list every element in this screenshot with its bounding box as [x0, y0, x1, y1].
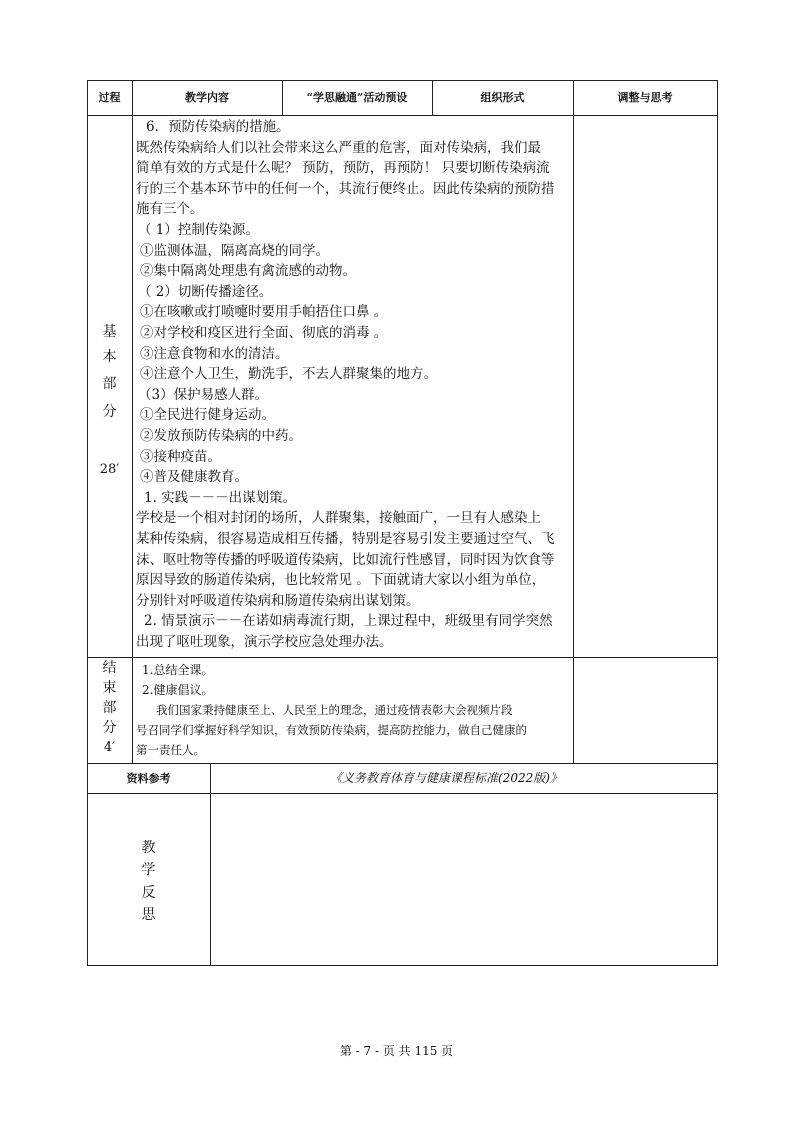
basic-divider: [87, 657, 718, 658]
basic-label-char: 部: [102, 376, 117, 392]
content-line: ③注意食物和水的清洁。: [140, 345, 289, 362]
conclusion-label-char: 结: [102, 660, 117, 676]
reflection-label-char: 反: [141, 885, 156, 901]
basic-duration: 28′: [99, 462, 120, 477]
reference-label: 资料参考: [126, 772, 171, 785]
teaching-reflection-field[interactable]: [211, 794, 717, 965]
conclusion-label-char: 分: [102, 720, 117, 736]
table-border-left: [87, 80, 88, 965]
content-line: 行的三个基本环节中的任何一个，其流行便终止。因此传染病的预防措: [136, 180, 555, 197]
header-content: 教学内容: [185, 91, 229, 104]
reflection-label-char: 思: [141, 907, 156, 923]
teaching-reflection-label: [87, 836, 210, 936]
content-line: ②对学校和疫区进行全面、彻底的消毒 。: [140, 325, 388, 341]
content-line: 某种传染病，很容易造成相互传播，特别是容易引发主要通过空气、飞: [136, 531, 555, 547]
content-line: 施有三个。: [136, 201, 204, 218]
conclusion-section-content: [136, 660, 572, 762]
basic-section-label: [87, 320, 132, 490]
table-border-right: [717, 80, 718, 965]
reflection-label-char: 教: [141, 840, 156, 856]
basic-section-content: [136, 117, 572, 657]
content-line: 学校是一个相对封闭的场所，人群聚集，接触面广，一旦有人感染上: [136, 510, 541, 527]
content-line: ④注意个人卫生，勤洗手，不去人群聚集的地方。: [140, 366, 437, 383]
basic-label-char: 基: [102, 324, 117, 340]
content-line: ②发放预防传染病的中药。: [140, 428, 302, 444]
header-activity: “学思融通”活动预设: [306, 91, 408, 104]
content-line: ④普及健康教育。: [140, 469, 248, 486]
content-line: 6．预防传染病的措施。: [146, 119, 290, 135]
reflection-label-char: 学: [141, 862, 156, 878]
conclusion-section-label: [87, 658, 132, 763]
conclusion-line: 我们国家秉持健康至上、人民至上的理念，通过疫情表彰大会视频片段: [156, 703, 513, 717]
content-line: 2. 情景演示－－在诺如病毒流行期，上课过程中，班级里有同学突然: [144, 613, 553, 630]
content-line: ①全民进行健身运动。: [140, 407, 275, 424]
content-line: ③接种疫苗。: [140, 448, 221, 465]
content-line: （3）保护易感人群。: [138, 386, 269, 403]
conclusion-label-char: 束: [102, 680, 117, 696]
header-process: 过程: [98, 91, 121, 104]
header-organization: 组织形式: [480, 91, 525, 104]
conclusion-label-char: 部: [102, 700, 117, 716]
conclusion-line: 2.健康倡议。: [142, 683, 214, 697]
conclusion-line: 号召同学们掌握好科学知识，有效预防传染病，提高防控能力，做自己健康的: [136, 723, 527, 737]
conclusion-duration: 4′: [103, 740, 116, 755]
content-line: ①监测体温，隔离高烧的同学。: [140, 242, 329, 259]
content-line: ②集中隔离处理患有禽流感的动物。: [140, 263, 356, 280]
basic-label-char: 本: [102, 349, 117, 365]
content-line: 1. 实践－－－出谋划策。: [144, 489, 297, 506]
page-number-footer: 第 - 7 - 页 共 115 页: [339, 1044, 454, 1058]
content-line: 分别针对呼吸道传染病和肠道传染病出谋划策。: [136, 592, 420, 609]
conclusion-line: 1.总结全课。: [142, 663, 214, 677]
content-line: 既然传染病给人们以社会带来这么严重的危害，面对传染病，我们最: [136, 139, 541, 156]
content-line: 简单有效的方式是什么呢？ 预防，预防，再预防！ 只要切断传染病流: [136, 160, 550, 177]
conclusion-divider: [87, 763, 718, 764]
reflection-column-divider: [573, 80, 574, 763]
header-reflection: 调整与思考: [617, 91, 673, 104]
basic-label-char: 分: [102, 404, 117, 420]
content-line: （ 1）控制传染源。: [138, 222, 259, 238]
table-border-bottom: [87, 965, 718, 966]
content-line: ①在咳嗽或打喷嚏时要用手帕捂住口鼻 。: [140, 304, 388, 321]
process-column-divider: [132, 80, 133, 763]
content-line: 原因导致的肠道传染病，也比较常见 。下面就请大家以小组为单位，: [136, 572, 546, 589]
content-line: （ 2）切断传播途径。: [138, 283, 273, 300]
content-line: 出现了呕吐现象，演示学校应急处理办法。: [136, 634, 393, 650]
reference-value: 《义务教育体育与健康课程标准(2022版)》: [330, 771, 562, 785]
content-line: 沫、呕吐物等传播的呼吸道传染病，比如流行性感冒，同时因为饮食等: [136, 551, 555, 568]
conclusion-line: 第一责任人。: [136, 743, 205, 757]
